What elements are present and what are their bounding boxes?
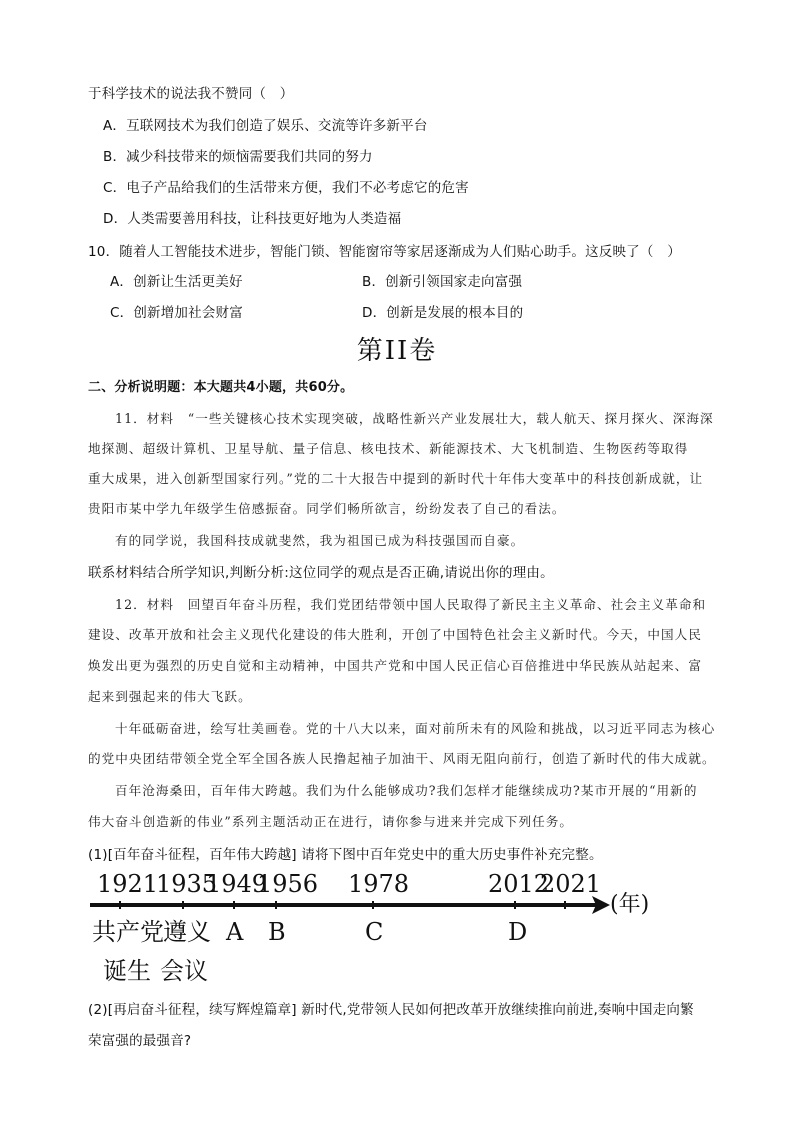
q11-question: 联系材料结合所学知识,判断分析:这位同学的观点是否正确,请说出你的理由。 [88,565,554,581]
q10-option-b: B．创新引领国家走向富强 [362,274,523,290]
timeline-blank-label: B [268,918,286,946]
q11-material-line: 贵阳市某中学九年级学生倍感振奋。同学们畅所欲言，纷纷发表了自己的看法。 [88,501,566,516]
q12-material-line: 的党中央团结带领全党全军全国各族人民撸起袖子加油干、风雨无阻向前行，创造了新时代的伟大成就。 [88,751,716,766]
q11-material-line: 地探测、超级计算机、卫星导航、量子信息、核电技术、新能源技术、大飞机制造、生物医药等取得 [88,441,689,456]
timeline-event-label: 共产党 [92,918,164,946]
timeline-year: 1935 [156,870,218,898]
q12-subquestion-1: (1)[百年奋斗征程，百年伟大跨越] 请将下图中百年党史中的重大历史事件补充完整。 [88,847,603,863]
section-title: 第II卷 [356,336,438,366]
timeline-year: 1949 [206,870,268,898]
q11-material-line: 11．材料 “一些关键核心技术实现突破，战略性新兴产业发展壮大，载人航天、探月探火、深海深 [115,411,714,426]
q12-material-line: 建设、改革开放和社会主义现代化建设的伟大胜利，开创了中国特色社会主义新时代。今天，中国人民 [88,627,702,642]
timeline-year: 2012 [488,870,550,898]
q9-option-a: A．互联网技术为我们创造了娱乐、交流等许多新平台 [103,118,428,134]
q12-subquestion-2-line2: 荣富强的最强音? [88,1033,192,1049]
timeline-year: 2021 [540,870,602,898]
q12-subquestion-2-line1: (2)[再启奋斗征程，续写辉煌篇章] 新时代,党带领人民如何把改革开放继续推向前进,奏响中国走向繁 [88,1002,694,1018]
q12-material-line: 起来到强起来的伟大飞跃。 [88,689,252,704]
q12-material-line: 十年砥砺奋进，绘写壮美画卷。党的十八大以来，面对前所未有的风险和挑战，以习近平同志为核心 [115,721,716,736]
timeline-year: 1956 [257,870,319,898]
q10-option-d: D．创新是发展的根本目的 [362,305,524,321]
q10-stem: 10．随着人工智能技术进步，智能门锁、智能窗帘等家居逐渐成为人们贴心助手。这反映了（ ） [88,244,681,260]
q11-material-line: 有的同学说，我国科技成就斐然，我为祖国已成为科技强国而自豪。 [115,533,525,548]
timeline-event-label: 遵义 [163,918,211,946]
party-history-timeline [80,862,660,987]
timeline-unit: (年) [610,892,650,917]
q11-material-line: 重大成果，进入创新型国家行列。”党的二十大报告中提到的新时代十年伟大变革中的科技创新成就，让 [88,471,704,486]
timeline-blank-label: C [365,918,384,946]
q10-option-a: A．创新让生活更美好 [110,274,243,290]
q12-material-line: 百年沧海桑田，百年伟大跨越。我们为什么能够成功?我们怎样才能继续成功?某市开展的“用新的 [115,783,698,798]
q10-option-c: C．创新增加社会财富 [110,305,243,321]
timeline-event-label: 会议 [160,957,208,985]
timeline-blank-label: D [508,918,528,946]
timeline-year: 1978 [348,870,410,898]
q9-stem-tail: 于科学技术的说法我不赞同（ ） [88,86,294,102]
timeline-event-label: 诞生 [103,957,151,985]
q9-option-d: D．人类需要善用科技，让科技更好地为人类造福 [103,211,402,227]
q9-option-b: B．减少科技带来的烦恼需要我们共同的努力 [103,149,373,165]
section-heading: 二、分析说明题：本大题共4小题，共60分。 [88,380,354,395]
q9-option-c: C．电子产品给我们的生活带来方便，我们不必考虑它的危害 [103,180,469,196]
timeline-year: 1921 [97,870,159,898]
q12-material-line: 伟大奋斗创造新的伟业”系列主题活动正在进行，请你参与进来并完成下列任务。 [88,814,574,829]
q12-material-line: 12．材料 回望百年奋斗历程，我们党团结带领中国人民取得了新民主主义革命、社会主义革命和 [115,597,707,612]
timeline-blank-label: A [226,918,244,946]
q12-material-line: 焕发出更为强烈的历史自觉和主动精神，中国共产党和中国人民正信心百倍推进中华民族从站起来、富 [88,658,702,673]
